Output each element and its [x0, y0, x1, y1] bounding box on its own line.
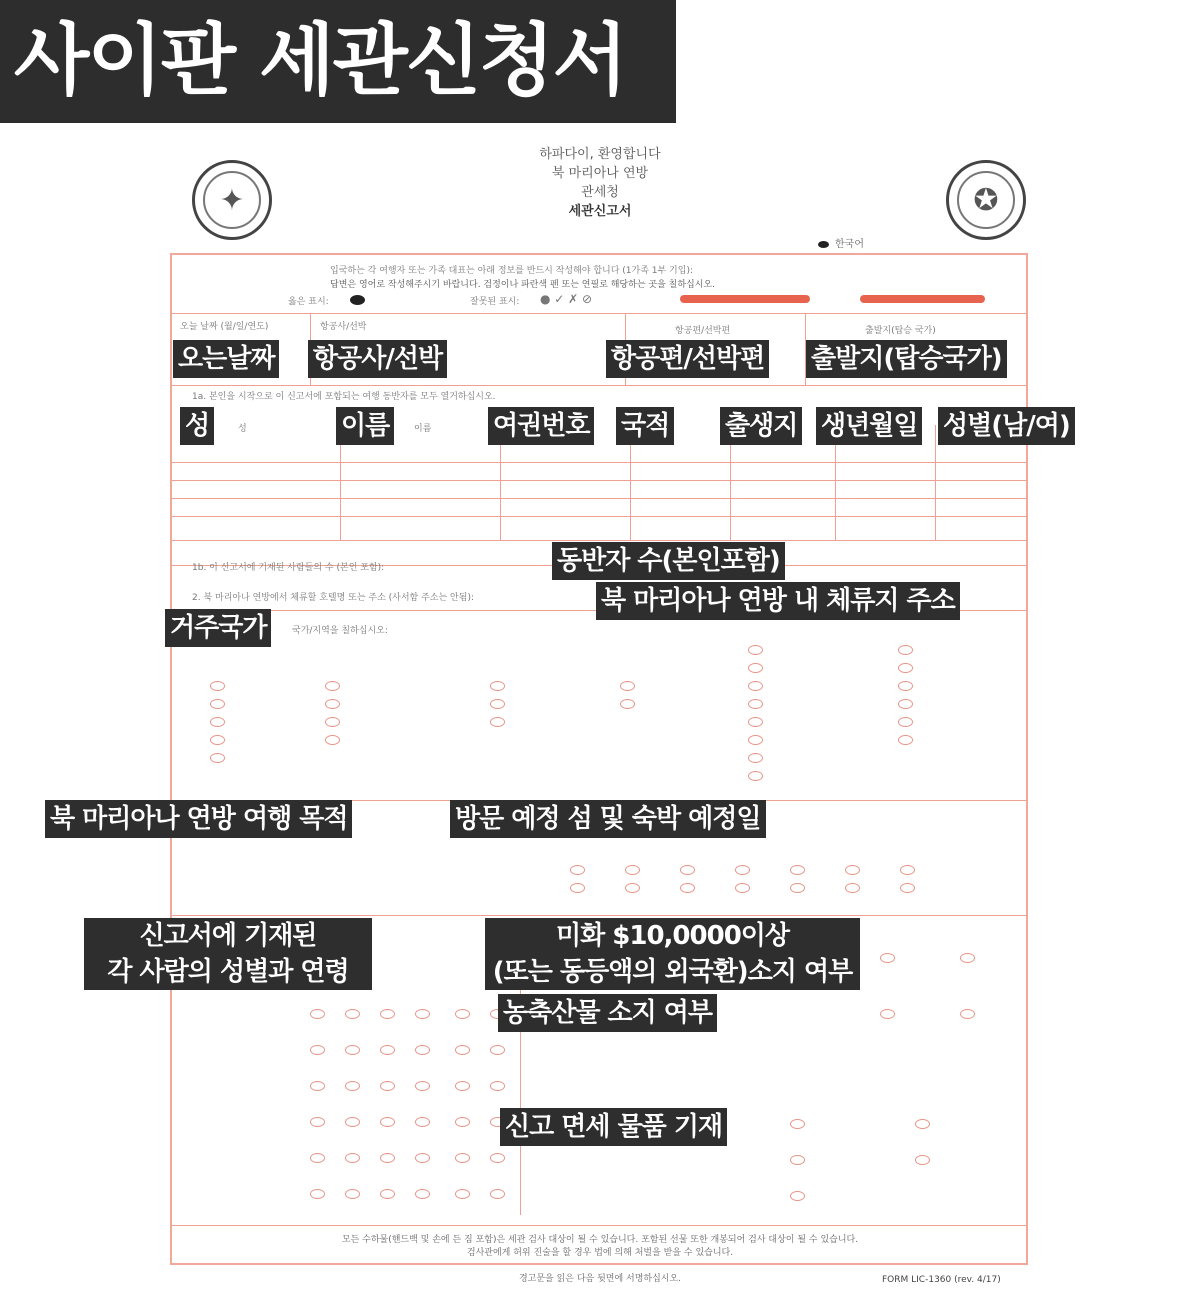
label-given-name: 이름	[336, 407, 394, 445]
footer-line-2: 검사관에게 허위 진술을 할 경우 법에 의해 처벌을 받을 수 있습니다.	[466, 1248, 734, 1258]
pencil-icon	[680, 295, 810, 303]
header-welcome: 하파다이, 환영합니다	[539, 147, 661, 162]
sign-instruction: 경고문을 읽은 다음 뒷면에 서명하십시오.	[518, 1274, 682, 1284]
instruction-2: 답변은 영어로 작성해주시기 바랍니다. 검정이나 파란색 펜 또는 연필로 해당하는 곳을 칠하십시오.	[330, 280, 715, 290]
label-agricultural-items: 농축산물 소지 여부	[498, 994, 717, 1032]
label-flight-number: 항공편/선박편	[606, 340, 769, 378]
left-seal-icon: ✦	[192, 160, 272, 240]
label-islands-nights: 방문 예정 섬 및 숙박 예정일	[450, 800, 766, 838]
label-airline: 항공사/선박	[308, 340, 447, 378]
language-label: 한국어	[835, 239, 864, 250]
label-passport-number: 여권번호	[488, 407, 594, 445]
label-sex: 성별(남/여)	[938, 407, 1075, 445]
instruction-1: 입국하는 각 여행자 또는 가족 대표는 아래 정보를 반드시 작성해야 합니다 (1가족 1부 기입):	[330, 266, 693, 276]
label-nationality: 국적	[616, 407, 674, 445]
label-date-of-birth: 생년월일	[816, 407, 922, 445]
label-stay-address: 북 마리아나 연방 내 체류지 주소	[596, 582, 960, 620]
page-title: 사이판 세관신청서	[14, 16, 626, 106]
label-sex-age	[84, 918, 372, 990]
label-today-date: 오는날짜	[173, 340, 279, 378]
label-currency-line-2: (또는 동등액의 외국환)소지 여부	[492, 957, 853, 987]
today-date-field-label: 오늘 날짜 (월/일/연도)	[180, 322, 269, 332]
section-1b-label: 1b. 이 신고서에 기재된 사람들의 수 (본인 포함):	[192, 563, 385, 573]
flight-field-label: 항공편/선박편	[675, 326, 731, 336]
title-bar	[0, 0, 676, 123]
language-indicator	[818, 235, 864, 250]
header-agency: 관세청	[581, 185, 619, 200]
origin-field-label: 출발지(탑승 국가)	[865, 326, 936, 336]
right-seal-icon: ✪	[946, 160, 1026, 240]
label-sex-age-line-2: 각 사람의 성별과 연령	[107, 957, 349, 987]
airline-field-label: 항공사/선박	[320, 322, 367, 332]
section-1a-label: 1a. 본인을 시작으로 이 신고서에 포함되는 여행 동반자를 모두 열거하십시오.	[192, 392, 496, 402]
form-header	[420, 145, 780, 221]
label-duty-free-items: 신고 면세 물품 기재	[500, 1108, 727, 1146]
filled-dot-icon	[818, 241, 829, 248]
residence-field-label: 국가/지역을 칠하십시오:	[292, 626, 388, 636]
correct-mark-label: 옳은 표시:	[288, 297, 329, 307]
wrong-mark-icon: ● ✓ ✗ ⊘	[540, 292, 593, 306]
label-origin-country: 출발지(탑승국가)	[806, 340, 1007, 378]
form-id: FORM LIC-1360 (rev. 4/17)	[882, 1275, 1001, 1285]
label-surname: 성	[180, 407, 214, 445]
label-residence-country: 거주국가	[165, 609, 271, 647]
family-name-field-label: 성	[238, 424, 247, 434]
label-currency-line-1: 미화 $10,0000이상	[555, 921, 790, 951]
given-name-field-label: 이름	[414, 424, 432, 434]
label-travel-purpose: 북 마리아나 연방 여행 목적	[45, 800, 352, 838]
pen-icon	[860, 295, 985, 303]
header-cnmi: 북 마리아나 연방	[551, 166, 649, 181]
label-birthplace: 출생지	[720, 407, 802, 445]
label-currency	[485, 918, 860, 990]
wrong-mark-label: 잘못된 표시:	[470, 297, 520, 307]
label-sex-age-line-1: 신고서에 기재된	[139, 921, 317, 951]
section-2-label: 2. 북 마리아나 연방에서 체류할 호텔명 또는 주소 (사서함 주소는 안됨):	[192, 593, 474, 603]
header-form-name: 세관신고서	[568, 204, 632, 219]
label-companion-count: 동반자 수(본인포함)	[552, 542, 785, 580]
correct-mark-icon	[350, 295, 365, 305]
footer-line-1: 모든 수하물(핸드백 및 손에 든 짐 포함)은 세관 검사 대상이 될 수 있습니다. 포함된 선물 또한 개봉되어 검사 대상이 될 수 있습니다.	[341, 1235, 859, 1245]
